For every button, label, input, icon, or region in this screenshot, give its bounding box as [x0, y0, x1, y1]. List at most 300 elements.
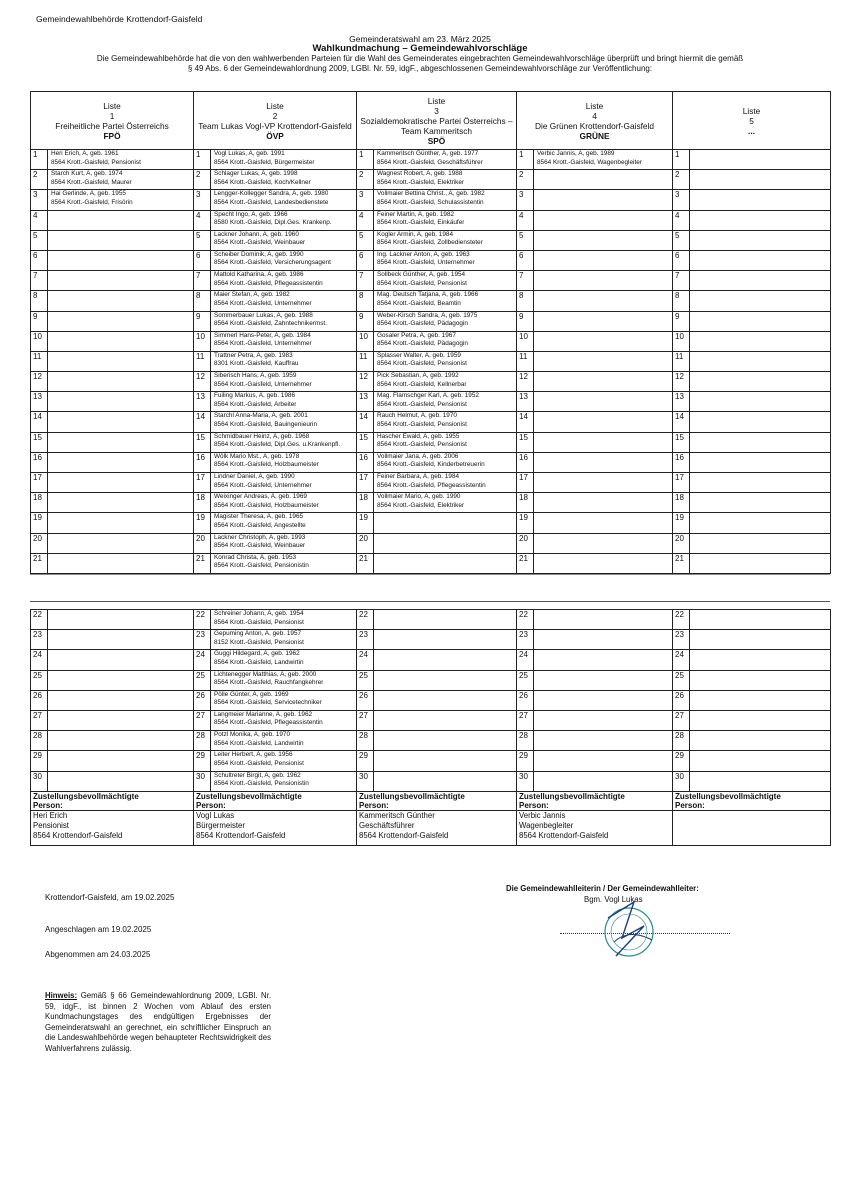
candidate-cell-list-4: [517, 170, 673, 190]
candidate-entry: [374, 610, 377, 629]
candidate-entry: [48, 630, 51, 649]
position-number: 8: [31, 291, 48, 310]
candidate-row: [31, 513, 831, 533]
candidate-row: [31, 250, 831, 270]
candidate-entry: [211, 473, 312, 492]
candidate-entry: [211, 650, 304, 669]
candidate-name: Schreiner Johann, A, geb. 1954: [214, 610, 304, 617]
candidate-cell-list-3: [357, 670, 517, 690]
candidate-details: 8564 Krott.-Gaisfeld, Weinbauer: [214, 239, 306, 247]
position-number: 14: [517, 412, 534, 431]
candidate-cell-list-3: [357, 553, 517, 573]
candidate-entry: [211, 251, 331, 270]
note-label: Hinweis:: [45, 991, 78, 1000]
position-number: 30: [673, 772, 690, 791]
candidate-entry: [690, 231, 693, 250]
position-number: 11: [517, 352, 534, 371]
position-number: 9: [673, 312, 690, 331]
candidate-cell-list-3: [357, 230, 517, 250]
candidate-cell-list-2: [194, 650, 357, 670]
position-number: 1: [517, 150, 534, 169]
candidate-entry: [48, 493, 51, 512]
page-fold-line: [30, 574, 830, 575]
candidate-cell-list-5: [673, 650, 831, 670]
candidate-cell-list-4: [517, 372, 673, 392]
candidate-details: 8564 Krott.-Gaisfeld, Pensionist: [377, 441, 467, 449]
candidate-cell-list-2: [194, 771, 357, 791]
candidate-entry: [534, 150, 642, 169]
candidate-entry: [374, 691, 377, 710]
candidate-details: 8564 Krott.-Gaisfeld, Dipl.Ges. u.Krankenpfl.: [214, 441, 341, 449]
candidate-entry: [374, 473, 486, 492]
candidate-cell-list-5: [673, 493, 831, 513]
position-number: 28: [673, 731, 690, 750]
position-number: 16: [194, 453, 211, 472]
candidate-entry: [48, 534, 51, 553]
candidate-entry: [48, 772, 51, 791]
candidate-row: [31, 230, 831, 250]
candidate-details: 8564 Krott.-Gaisfeld, Pflegeassistentin: [214, 279, 323, 287]
candidate-name: Fuiling Markus, A, geb. 1986: [214, 392, 295, 400]
position-number: 24: [357, 650, 374, 669]
candidate-cell-list-4: [517, 452, 673, 472]
candidate-cell-list-1: [31, 250, 194, 270]
candidate-cell-list-1: [31, 412, 194, 432]
candidate-entry: [211, 513, 306, 532]
position-number: 1: [357, 150, 374, 169]
candidate-details: 8152 Krott.-Gaisfeld, Pensionist: [214, 638, 304, 646]
candidate-details: 8564 Krott.-Gaisfeld, Pädagogin: [377, 340, 468, 348]
candidate-entry: [48, 312, 51, 331]
position-number: 3: [194, 190, 211, 209]
position-number: 24: [194, 650, 211, 669]
position-number: 12: [357, 372, 374, 391]
official-seal: [594, 898, 664, 958]
position-number: 18: [194, 493, 211, 512]
candidate-cell-list-1: [31, 432, 194, 452]
candidate-details: 8564 Krott.-Gaisfeld, Pensionist: [214, 618, 304, 626]
candidate-row: [31, 533, 831, 553]
candidate-cell-list-1: [31, 630, 194, 650]
candidate-cell-list-3: [357, 513, 517, 533]
candidate-details: 8564 Krott.-Gaisfeld, Elektriker: [377, 501, 465, 509]
candidate-cell-list-5: [673, 210, 831, 230]
candidate-cell-list-2: [194, 230, 357, 250]
position-number: 7: [357, 271, 374, 290]
candidate-cell-list-1: [31, 650, 194, 670]
candidate-entry: [690, 392, 693, 411]
candidate-entry: [48, 433, 51, 452]
candidate-entry: [690, 691, 693, 710]
list-header-5: Liste 5 ...: [673, 92, 831, 150]
candidate-entry: [690, 671, 693, 690]
candidate-cell-list-3: [357, 291, 517, 311]
candidate-entry: [374, 412, 467, 431]
position-number: 16: [517, 453, 534, 472]
candidate-details: 8564 Krott.-Gaisfeld, Servicetechniker: [214, 699, 322, 707]
position-number: 16: [357, 453, 374, 472]
candidate-cell-list-2: [194, 432, 357, 452]
position-number: 14: [31, 412, 48, 431]
candidate-cell-list-3: [357, 331, 517, 351]
position-number: 11: [31, 352, 48, 371]
candidate-cell-list-4: [517, 473, 673, 493]
candidate-entry: [48, 691, 51, 710]
candidate-cell-list-4: [517, 670, 673, 690]
candidate-details: 8564 Krott.-Gaisfeld, Kinderbetreuerin: [377, 461, 485, 469]
position-number: 24: [31, 650, 48, 669]
candidate-cell-list-3: [357, 751, 517, 771]
candidate-name: Scheiber Dominik, A, geb. 1990: [214, 250, 304, 258]
candidate-cell-list-4: [517, 650, 673, 670]
candidate-cell-list-4: [517, 250, 673, 270]
candidate-details: 8564 Krott.-Gaisfeld, Wagenbegleiter: [537, 158, 642, 166]
position-number: 17: [194, 473, 211, 492]
candidate-name: Schultreter Birgit, A, geb. 1962: [214, 771, 301, 779]
candidate-row: [31, 432, 831, 452]
candidate-entry: [48, 751, 51, 770]
candidate-cell-list-5: [673, 731, 831, 751]
candidate-entry: [690, 650, 693, 669]
candidate-row: [31, 610, 831, 630]
candidate-entry: [534, 772, 537, 791]
candidate-name: Lackner Johann, A, geb. 1960: [214, 230, 299, 238]
candidate-row: [31, 553, 831, 573]
position-number: 5: [673, 231, 690, 250]
candidate-name: Starch Kurt, A, geb. 1974: [51, 170, 123, 178]
candidate-cell-list-1: [31, 331, 194, 351]
candidate-cell-list-4: [517, 690, 673, 710]
issuing-authority: Gemeindewahlbehörde Krottendorf-Gaisfeld: [36, 14, 203, 24]
candidate-entry: [374, 352, 467, 371]
position-number: 11: [194, 352, 211, 371]
list-header-2: Liste 2 Team Lukas Vogl-VP Krottendorf-Gaisfeld ÖVP: [194, 92, 357, 150]
candidate-entry: [690, 433, 693, 452]
candidate-name: Mag. Deutsch Tatjana, A, geb. 1966: [377, 291, 479, 299]
position-number: 21: [673, 554, 690, 573]
candidate-cell-list-2: [194, 351, 357, 371]
candidate-details: 8564 Krott.-Gaisfeld, Pensionist: [377, 360, 467, 368]
candidate-entry: [211, 433, 340, 452]
candidate-cell-list-4: [517, 311, 673, 331]
candidate-details: 8564 Krott.-Gaisfeld, Landwirtin: [214, 739, 304, 747]
candidate-name: Starchl Anna-Maria, A, geb. 2001: [214, 412, 308, 420]
candidate-details: 8564 Krott.-Gaisfeld, Pensionist: [214, 759, 304, 767]
candidate-entry: [374, 150, 483, 169]
candidate-cell-list-3: [357, 372, 517, 392]
candidate-name: Potzl Monika, A, geb. 1970: [214, 731, 291, 739]
position-number: 10: [357, 332, 374, 351]
position-number: 23: [517, 630, 534, 649]
candidate-entry: [534, 513, 537, 532]
position-number: 20: [31, 534, 48, 553]
candidate-details: 8301 Krott.-Gaisfeld, Kauffrau: [214, 360, 299, 368]
candidate-cell-list-5: [673, 473, 831, 493]
candidate-entry: [690, 554, 693, 573]
page-fold-line-2: [30, 601, 830, 602]
candidate-cell-list-3: [357, 473, 517, 493]
candidate-details: 8564 Krott.-Gaisfeld, Unternehmer: [214, 380, 312, 388]
position-number: 16: [31, 453, 48, 472]
candidate-entry: [690, 493, 693, 512]
note-text: Gemäß § 66 Gemeindewahlordnung 2009, LGBl. Nr. 59, idgF., ist binnen 2 Wochen vom Ablauf des ersten Kundmachungstages des endgültigen Ergebnisses der Gemeinderatswahl an gerechnet, ein schriftlicher Einspruch an die Landeswahlbehörde wegen behaupteter Rechtswidrigkeit des Wahlverfahrens zulässig.: [45, 991, 271, 1053]
candidate-cell-list-1: [31, 513, 194, 533]
candidate-entry: [374, 170, 464, 189]
position-number: 28: [357, 731, 374, 750]
position-number: 25: [673, 671, 690, 690]
position-number: 15: [194, 433, 211, 452]
candidate-entry: [48, 473, 51, 492]
candidate-entry: [48, 650, 51, 669]
candidate-entry: [374, 751, 377, 770]
candidate-entry: [534, 691, 537, 710]
candidate-name: Heri Erich, A, geb. 1961: [51, 150, 119, 157]
position-number: 29: [194, 751, 211, 770]
candidate-cell-list-3: [357, 533, 517, 553]
position-number: 8: [357, 291, 374, 310]
candidate-entry: [534, 650, 537, 669]
candidate-cell-list-5: [673, 392, 831, 412]
position-number: 3: [357, 190, 374, 209]
candidate-cell-list-5: [673, 190, 831, 210]
candidate-row: [31, 751, 831, 771]
candidate-details: 8564 Krott.-Gaisfeld, Pensionist: [377, 420, 467, 428]
position-number: 15: [357, 433, 374, 452]
candidate-name: Trattner Petra, A, geb. 1983: [214, 351, 293, 359]
position-number: 18: [517, 493, 534, 512]
candidate-cell-list-2: [194, 493, 357, 513]
list-header-1: Liste 1 Freiheitliche Partei Österreichs FPÖ: [31, 92, 194, 150]
candidate-entry: [374, 513, 377, 532]
document-heading: Wahlkundmachung – Gemeindewahlvorschläge: [312, 43, 528, 54]
position-number: 30: [31, 772, 48, 791]
signer-name: Bgm. Vogl Lukas: [584, 895, 643, 904]
position-number: 8: [194, 291, 211, 310]
candidate-cell-list-5: [673, 331, 831, 351]
candidate-entry: [48, 392, 51, 411]
candidate-row: [31, 670, 831, 690]
delegate-list-5: [673, 810, 831, 845]
candidate-row: [31, 630, 831, 650]
position-number: 27: [194, 711, 211, 730]
candidate-cell-list-1: [31, 311, 194, 331]
position-number: 29: [517, 751, 534, 770]
candidate-entry: [48, 513, 51, 532]
candidate-cell-list-2: [194, 473, 357, 493]
candidate-entry: [690, 731, 693, 750]
candidate-entry: [211, 453, 319, 472]
candidate-cell-list-4: [517, 513, 673, 533]
position-number: 28: [31, 731, 48, 750]
candidate-entry: [374, 251, 475, 270]
candidate-details: 8564 Krott.-Gaisfeld, Holzbaumeister: [214, 461, 319, 469]
candidate-entry: [211, 711, 323, 730]
candidate-name: Feiner Martin, A, geb. 1982: [377, 210, 455, 218]
delegate-list-3: Kammeritsch Günther Geschäftsführer 8564 Krottendorf-Gaisfeld: [357, 810, 517, 845]
list-header-row: [31, 92, 831, 150]
candidate-entry: [211, 751, 304, 770]
candidate-cell-list-1: [31, 210, 194, 230]
candidate-name: Guggi Hildegard, A, geb. 1962: [214, 650, 300, 658]
candidate-entry: [534, 251, 537, 270]
position-number: 4: [31, 211, 48, 230]
candidate-name: Weber-Kirsch Sandra, A, geb. 1975: [377, 311, 478, 319]
candidate-cell-list-2: [194, 452, 357, 472]
delegate-label: Zustellungsbevollmächtigte Person:: [31, 791, 194, 810]
candidate-entry: [211, 291, 312, 310]
candidate-cell-list-5: [673, 271, 831, 291]
candidate-cell-list-4: [517, 432, 673, 452]
candidate-entry: [48, 170, 132, 189]
candidate-name: Rauch Helmut, A, geb. 1970: [377, 412, 457, 420]
position-number: 4: [673, 211, 690, 230]
candidate-name: Vollmaier Bettina Christ., A, geb. 1982: [377, 190, 485, 198]
candidate-entry: [211, 332, 312, 351]
position-number: 29: [357, 751, 374, 770]
candidate-entry: [690, 312, 693, 331]
candidate-entry: [374, 671, 377, 690]
candidate-cell-list-5: [673, 771, 831, 791]
position-number: 29: [673, 751, 690, 770]
candidate-entry: [48, 231, 51, 250]
candidate-entry: [374, 231, 483, 250]
candidate-entry: [48, 150, 141, 169]
candidate-entry: [374, 554, 377, 573]
candidate-table-part-1: [30, 91, 831, 574]
candidate-name: Langmeier Marianne, A, geb. 1962: [214, 710, 313, 718]
position-number: 27: [673, 711, 690, 730]
candidate-name: Mag. Flamschger Karl, A, geb. 1952: [377, 392, 479, 400]
delegate-list-2: Vogl Lukas Bürgermeister 8564 Krottendorf-Gaisfeld: [194, 810, 357, 845]
candidate-cell-list-4: [517, 291, 673, 311]
candidate-entry: [690, 751, 693, 770]
candidate-details: 8564 Krott.-Gaisfeld, Pflegeassistentin: [214, 719, 323, 727]
candidate-name: Lichtenegger Matthias, A, geb. 2000: [214, 670, 317, 678]
position-number: 22: [194, 610, 211, 629]
position-number: 25: [357, 671, 374, 690]
candidate-entry: [374, 332, 468, 351]
candidate-details: 8564 Krott.-Gaisfeld, Rauchfangkehrer: [214, 679, 324, 687]
candidate-row: [31, 190, 831, 210]
candidate-entry: [690, 332, 693, 351]
candidate-entry: [211, 312, 327, 331]
position-number: 19: [517, 513, 534, 532]
candidate-details: 8564 Krott.-Gaisfeld, Landwirtin: [214, 658, 304, 666]
position-number: 11: [673, 352, 690, 371]
candidate-row: [31, 170, 831, 190]
candidate-entry: [534, 392, 537, 411]
candidate-name: Sommerbauer Lukas, A, geb. 1988: [214, 311, 313, 319]
position-number: 7: [31, 271, 48, 290]
candidate-entry: [374, 211, 464, 230]
candidate-name: Pick Sebastian, A, geb. 1992: [377, 372, 459, 380]
candidate-cell-list-4: [517, 630, 673, 650]
position-number: 12: [673, 372, 690, 391]
position-number: 14: [357, 412, 374, 431]
position-number: 10: [31, 332, 48, 351]
candidate-details: 8564 Krott.-Gaisfeld, Landesbedienstete: [214, 198, 329, 206]
candidate-entry: [534, 731, 537, 750]
candidate-entry: [534, 671, 537, 690]
candidate-cell-list-2: [194, 372, 357, 392]
candidate-entry: [690, 711, 693, 730]
position-number: 23: [357, 630, 374, 649]
position-number: 30: [357, 772, 374, 791]
candidate-name: Gosaler Petra, A, geb. 1967: [377, 331, 456, 339]
candidate-details: 8564 Krott.-Gaisfeld, Pflegeassistentin: [377, 481, 486, 489]
candidate-cell-list-3: [357, 650, 517, 670]
candidate-cell-list-4: [517, 271, 673, 291]
candidate-cell-list-5: [673, 710, 831, 730]
intro-line-1: Die Gemeindewahlbehörde hat die von den wahlwerbenden Parteien für die Wahl des Gemeinderates eingebrachten Gemeindewahlvorschläge überprüft und bringt hiermit die gemäß: [96, 54, 744, 63]
position-number: 10: [673, 332, 690, 351]
position-number: 3: [31, 190, 48, 209]
candidate-entry: [211, 534, 305, 553]
candidate-cell-list-3: [357, 351, 517, 371]
position-number: 12: [194, 372, 211, 391]
candidate-entry: [534, 190, 537, 209]
candidate-entry: [374, 291, 478, 310]
candidate-cell-list-5: [673, 311, 831, 331]
candidate-cell-list-2: [194, 271, 357, 291]
candidate-cell-list-4: [517, 331, 673, 351]
candidate-entry: [48, 671, 51, 690]
candidate-entry: [534, 352, 537, 371]
position-number: 8: [517, 291, 534, 310]
position-number: 20: [194, 534, 211, 553]
candidate-cell-list-1: [31, 271, 194, 291]
candidate-cell-list-3: [357, 771, 517, 791]
candidate-cell-list-1: [31, 493, 194, 513]
candidate-entry: [48, 352, 51, 371]
candidate-entry: [690, 534, 693, 553]
candidate-cell-list-1: [31, 610, 194, 630]
position-number: 26: [517, 691, 534, 710]
position-number: 15: [673, 433, 690, 452]
position-number: 17: [673, 473, 690, 492]
candidate-entry: [534, 433, 537, 452]
candidate-cell-list-2: [194, 210, 357, 230]
position-number: 11: [357, 352, 374, 371]
candidate-cell-list-5: [673, 452, 831, 472]
candidate-entry: [534, 610, 537, 629]
position-number: 2: [31, 170, 48, 189]
candidate-name: Schmidbauer Heinz, A, geb. 1968: [214, 432, 310, 440]
position-number: 6: [517, 251, 534, 270]
candidate-details: 8564 Krott.-Gaisfeld, Bürgermeister: [214, 158, 315, 166]
candidate-details: 8564 Krott.-Gaisfeld, Pensionist: [377, 400, 467, 408]
candidate-cell-list-2: [194, 690, 357, 710]
candidate-entry: [690, 630, 693, 649]
candidate-entry: [48, 291, 51, 310]
candidate-cell-list-2: [194, 392, 357, 412]
candidate-entry: [690, 190, 693, 209]
candidate-cell-list-3: [357, 731, 517, 751]
delegate-label-row: [31, 791, 831, 810]
title-block: [30, 34, 810, 74]
candidate-cell-list-3: [357, 311, 517, 331]
candidate-details: 8564 Krott.-Gaisfeld, Geschäftsführer: [377, 158, 483, 166]
position-number: 6: [673, 251, 690, 270]
candidate-row: [31, 150, 831, 170]
position-number: 5: [31, 231, 48, 250]
candidate-entry: [534, 332, 537, 351]
candidate-name: Hascher Ewald, A, geb. 1955: [377, 432, 460, 440]
candidate-cell-list-2: [194, 412, 357, 432]
position-number: 8: [673, 291, 690, 310]
candidate-entry: [690, 610, 693, 629]
candidate-cell-list-2: [194, 630, 357, 650]
